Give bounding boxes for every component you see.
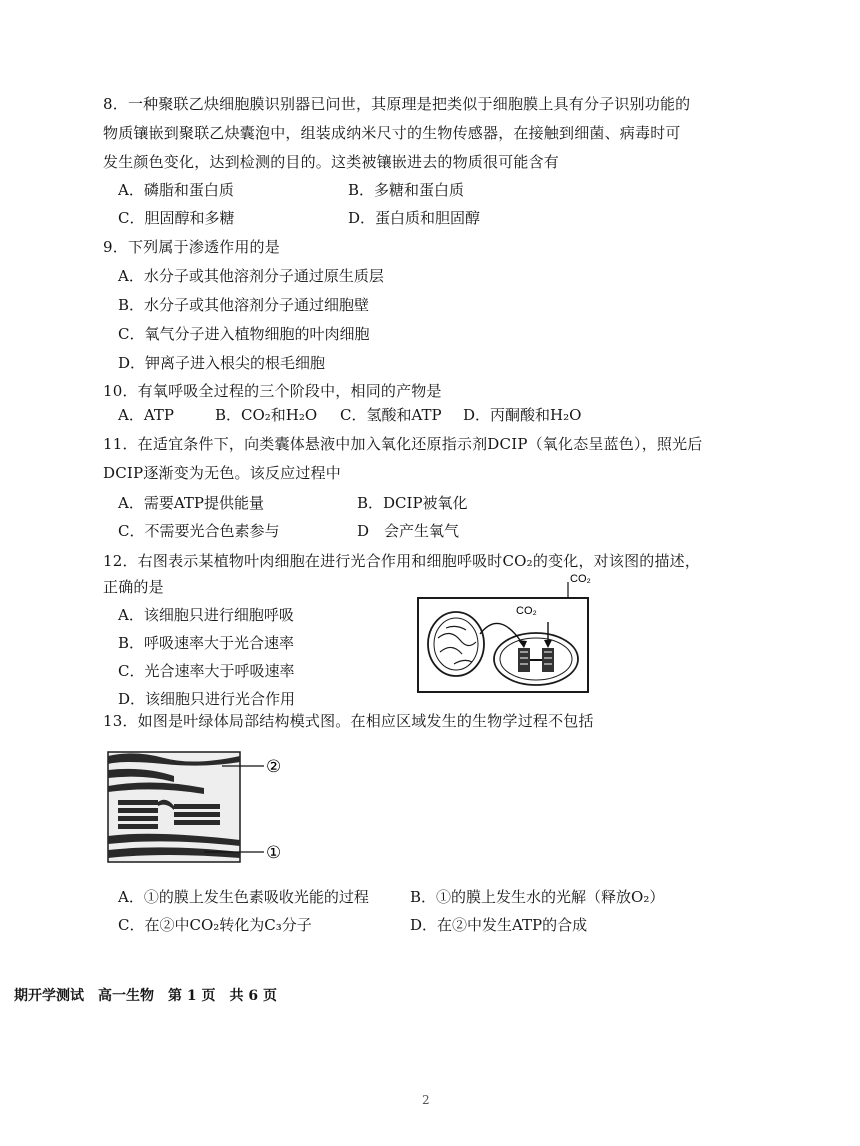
q10-option-b: B．CO₂和H₂O (215, 406, 318, 424)
q13-option-d: D．在②中发生ATP的合成 (410, 916, 588, 934)
q8-option-d: D．蛋白质和胆固醇 (348, 209, 481, 227)
q11-option-c: C．不需要光合色素参与 (118, 522, 280, 540)
chloroplast-figure (494, 633, 578, 685)
q13-label-stroma: ② (266, 757, 282, 777)
q12-label-outer-co2: CO₂ (570, 573, 591, 585)
q12-option-d: D．该细胞只进行光合作用 (118, 690, 296, 708)
page-number: 2 (422, 1093, 430, 1107)
q9-option-d: D．钾离子进入根尖的根毛细胞 (118, 354, 326, 372)
q10-option-a: A．ATP (118, 406, 174, 424)
q11-stem-line-1: 11．在适宜条件下，向类囊体悬液中加入氧化还原指示剂DCIP（氧化态呈蓝色），照光后 (103, 435, 703, 453)
q12-stem-line-2: 正确的是 (103, 578, 164, 596)
q8-stem-line-2: 物质镶嵌到聚联乙炔囊泡中，组装成纳米尺寸的生物传感器，在接触到细菌、病毒时可 (103, 124, 681, 142)
q13-stem: 13．如图是叶绿体局部结构模式图。在相应区域发生的生物学过程不包括 (103, 712, 594, 730)
q12-stem-line-1: 12．右图表示某植物叶肉细胞在进行光合作用和细胞呼吸时CO₂的变化，对该图的描述， (103, 552, 701, 570)
q13-option-c: C．在②中CO₂转化为C₃分子 (118, 916, 312, 934)
q11-option-b: B．DCIP被氧化 (357, 494, 468, 512)
q8-stem-line-3: 发生颜色变化，达到检测的目的。这类被镶嵌进去的物质很可能含有 (103, 153, 560, 171)
q12-option-c: C．光合速率大于呼吸速率 (118, 662, 295, 680)
q12-cell-diagram (410, 568, 600, 698)
q13-label-thylakoid: ① (266, 843, 282, 863)
q13-chloroplast-diagram (104, 748, 304, 868)
q12-option-a: A．该细胞只进行细胞呼吸 (118, 606, 294, 624)
q9-stem: 9．下列属于渗透作用的是 (103, 238, 280, 256)
q11-stem-line-2: DCIP逐渐变为无色。该反应过程中 (103, 464, 341, 482)
mitochondrion-figure (428, 612, 484, 676)
q8-option-c: C．胆固醇和多糖 (118, 209, 235, 227)
q12-option-b: B．呼吸速率大于光合速率 (118, 634, 295, 652)
q8-option-b: B．多糖和蛋白质 (348, 181, 465, 199)
q8-option-a: A．磷脂和蛋白质 (118, 181, 234, 199)
q12-label-inner-co2: CO₂ (516, 605, 537, 617)
q10-stem: 10．有氧呼吸全过程的三个阶段中，相同的产物是 (103, 382, 442, 400)
q8-stem-line-1: 8．一种聚联乙炔细胞膜识别器已问世，其原理是把类似于细胞膜上具有分子识别功能的 (103, 95, 691, 113)
q9-option-a: A．水分子或其他溶剂分子通过原生质层 (118, 267, 384, 285)
q9-option-c: C．氧气分子进入植物细胞的叶肉细胞 (118, 325, 370, 343)
q11-option-a: A．需要ATP提供能量 (118, 494, 264, 512)
q10-option-d: D．丙酮酸和H₂O (463, 406, 582, 424)
q11-option-d: D 会产生氧气 (357, 522, 460, 540)
q10-option-c: C．氢酸和ATP (340, 406, 442, 424)
q9-option-b: B．水分子或其他溶剂分子通过细胞壁 (118, 296, 370, 314)
q13-option-b: B．①的膜上发生水的光解（释放O₂） (410, 888, 665, 906)
exam-footer: 期开学测试 高一生物 第 1 页 共 6 页 (14, 988, 277, 1004)
q13-option-a: A．①的膜上发生色素吸收光能的过程 (118, 888, 369, 906)
